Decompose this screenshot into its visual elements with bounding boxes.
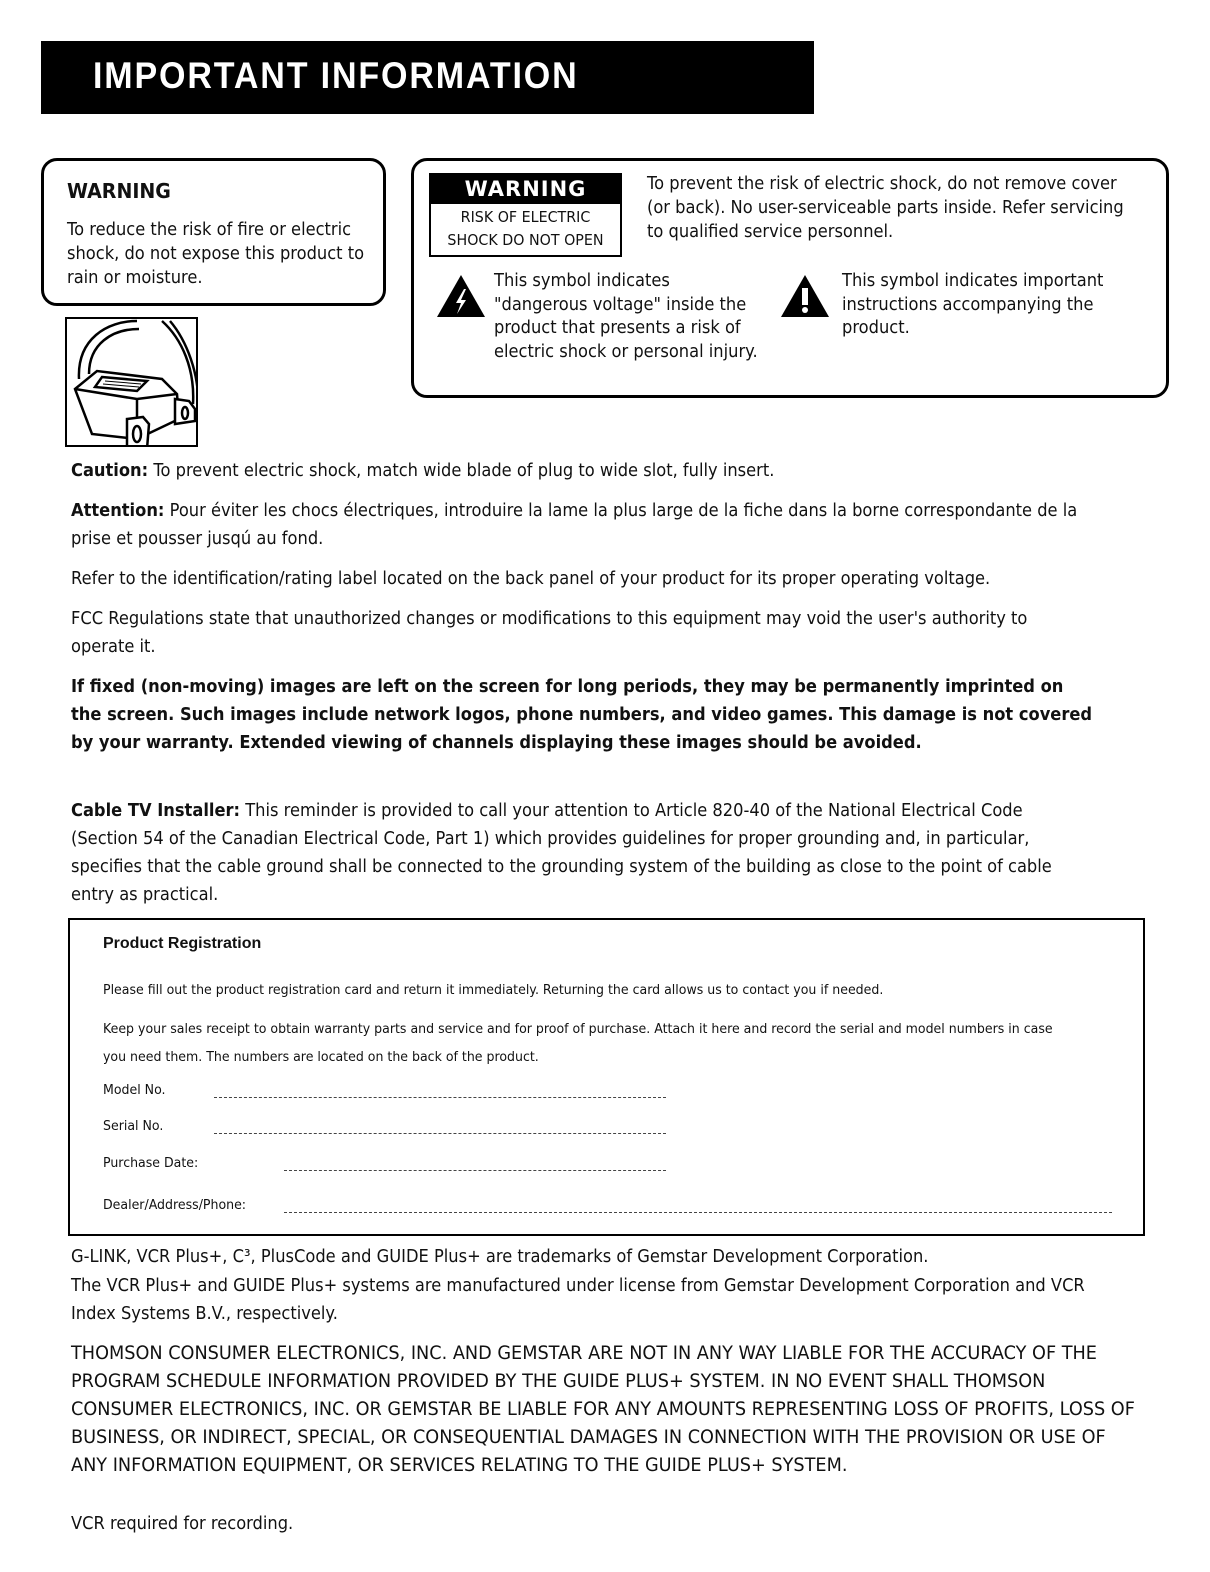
registration-text-1: Please fill out the product registration card and return it immediately. Returning the card allows us to contact you if needed. — [103, 982, 884, 998]
cable-installer-label: Cable TV Installer: — [71, 801, 241, 821]
attention-label: Attention: — [71, 501, 165, 521]
model-number-label: Model No. — [103, 1082, 166, 1098]
caution-label: Caution: — [71, 461, 149, 481]
liability-disclaimer: THOMSON CONSUMER ELECTRONICS, INC. AND GEMSTAR ARE NOT IN ANY WAY LIABLE FOR THE ACCURACY OF THE PROGRAM SCHEDULE INFORMATION PROVIDED BY THE GUIDE PLUS+ SYSTEM. IN NO EVENT SHALL THOMSON CONSUMER ELECTRONICS, INC. OR GEMSTAR BE LIABLE FOR ANY AMOUNTS REPRESENTING LOSS OF PROFITS, LOSS OF BUSINESS, OR INDIRECT, SPECIAL, OR CONSEQUENTIAL DAMAGES IN CONNECTION WITH THE PROVISION OR USE OF ANY INFORMATION EQUIPMENT, OR SERVICES RELATING TO THE GUIDE PLUS+ SYSTEM. — [71, 1342, 1135, 1476]
page-title: IMPORTANT INFORMATION — [93, 55, 579, 96]
dealer-info-field[interactable] — [284, 1212, 1112, 1213]
registration-title: Product Registration — [103, 935, 262, 952]
serial-number-label: Serial No. — [103, 1118, 164, 1134]
dangerous-voltage-text: This symbol indicates "dangerous voltage" inside the product that presents a risk of electric shock or personal injury. — [494, 271, 758, 362]
label-line-2: SHOCK DO NOT OPEN — [447, 231, 604, 249]
cover-warning-text: To prevent the risk of electric shock, do not remove cover (or back). No user-serviceable parts inside. Refer servicing to qualified service personnel. — [647, 174, 1124, 242]
trademark-line-2: The VCR Plus+ and GUIDE Plus+ systems are manufactured under license from Gemstar Development Corporation and VCR Index Systems B.V., respectively. — [71, 1276, 1085, 1324]
product-registration-box — [68, 918, 1145, 1236]
burn-in-warning-paragraph: If fixed (non-moving) images are left on the screen for long periods, they may be permanently imprinted on the screen. Such images include network logos, phone numbers, and video games. This damage is not covered by your warranty. Extended viewing of channels displaying these images should be avoided. — [71, 677, 1093, 753]
fcc-paragraph: FCC Regulations state that unauthorized changes or modifications to this equipment may void the user's authority to operate it. — [71, 609, 1028, 657]
attention-paragraph — [71, 497, 1094, 553]
caution-text: To prevent electric shock, match wide blade of plug to wide slot, fully insert. — [148, 461, 775, 481]
moisture-warning-box — [41, 158, 386, 306]
cable-installer-text: This reminder is provided to call your attention to Article 820-40 of the National Electrical Code (Section 54 of the Canadian Electrical Code, Part 1) which provides guidelines for proper grounding and, in particular, specifies that the cable ground shall be connected to the grounding system of the building as close to the point of cable entry as practical. — [71, 801, 1052, 905]
registration-text-2: Keep your sales receipt to obtain warranty parts and service and for proof of purchase. Attach it here and record the serial and model numbers in case you need them. The numbers are located on the back of the product. — [103, 1021, 1053, 1065]
polarized-plug-icon — [65, 317, 198, 447]
caution-paragraph — [71, 457, 1094, 485]
vcr-required-note: VCR required for recording. — [71, 1514, 294, 1534]
purchase-date-label: Purchase Date: — [103, 1155, 199, 1171]
exclamation-triangle-icon — [781, 275, 829, 317]
label-heading: WARNING — [431, 175, 620, 204]
trademark-line-1: G-LINK, VCR Plus+, C³, PlusCode and GUIDE Plus+ are trademarks of Gemstar Development Corporation. — [71, 1247, 929, 1267]
important-instructions-text: This symbol indicates important instructions accompanying the product. — [842, 271, 1104, 338]
model-number-field[interactable] — [214, 1097, 666, 1098]
dealer-info-label: Dealer/Address/Phone: — [103, 1197, 247, 1213]
label-line-1: RISK OF ELECTRIC — [460, 208, 591, 226]
lightning-triangle-icon — [437, 275, 485, 317]
warning-heading: WARNING — [67, 179, 171, 203]
page-title-banner — [41, 41, 814, 114]
serial-number-field[interactable] — [214, 1133, 666, 1134]
attention-text: Pour éviter les chocs électriques, introduire la lame la plus large de la fiche dans la borne correspondante de la prise et pousser jusqú au fond. — [71, 501, 1078, 549]
warning-text: To reduce the risk of fire or electric shock, do not expose this product to rain or moisture. — [67, 220, 365, 288]
purchase-date-field[interactable] — [284, 1170, 666, 1171]
cable-installer-paragraph — [71, 797, 1094, 909]
shock-warning-label — [429, 173, 622, 257]
rating-paragraph: Refer to the identification/rating label located on the back panel of your product for its proper operating voltage. — [71, 569, 991, 589]
